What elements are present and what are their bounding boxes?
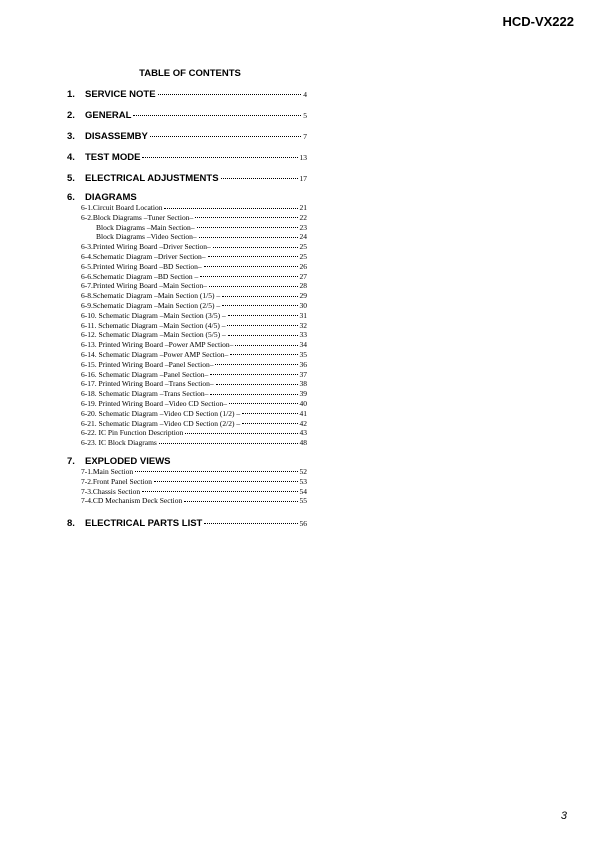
item-label: 6-17. Printed Wiring Board –Trans Section– — [81, 379, 214, 389]
item-label: 6-3.Printed Wiring Board –Driver Section– — [81, 242, 211, 252]
item-page: 23 — [299, 222, 307, 232]
item-page: 39 — [299, 389, 307, 399]
item-label: 6-5.Printed Wiring Board –BD Section– — [81, 261, 202, 271]
section-number: 4. — [67, 152, 75, 163]
item-label: 7-4.CD Mechanism Deck Section — [81, 496, 183, 506]
list-item[interactable] — [81, 428, 307, 438]
section-number: 5. — [67, 173, 75, 184]
leader-dots — [216, 384, 298, 385]
item-label: 6-10. Schematic Diagram –Main Section (3/5) – — [81, 310, 226, 320]
list-item[interactable] — [81, 438, 307, 448]
item-page: 32 — [299, 320, 307, 330]
leader-dots — [204, 266, 298, 267]
leader-dots — [227, 325, 297, 326]
item-label: 7-2.Front Panel Section — [81, 476, 153, 486]
item-page: 52 — [299, 466, 307, 476]
item-label: 6-16. Schematic Diagram –Panel Section– — [81, 369, 209, 379]
leader-dots — [142, 157, 297, 158]
item-label: 6-9.Schematic Diagram –Main Section (2/5) – — [81, 300, 221, 310]
section-title: DISASSEMBY — [85, 131, 148, 142]
leader-dots — [195, 217, 297, 218]
exploded-views-list — [81, 467, 307, 506]
leader-dots — [229, 403, 298, 404]
list-item[interactable] — [81, 272, 307, 282]
leader-dots — [208, 256, 298, 257]
leader-dots — [215, 364, 297, 365]
leader-dots — [197, 227, 298, 228]
leader-dots — [235, 345, 297, 346]
item-label: 6-19. Printed Wiring Board –Video CD Section– — [81, 398, 227, 408]
leader-dots — [158, 94, 302, 95]
leader-dots — [221, 178, 298, 179]
leader-dots — [133, 115, 301, 116]
toc-entry-exploded-views[interactable] — [67, 456, 307, 467]
item-label: 6-18. Schematic Diagram –Trans Section– — [81, 389, 209, 399]
leader-dots — [228, 335, 298, 336]
item-label: 6-14. Schematic Diagram –Power AMP Section– — [81, 349, 229, 359]
list-item[interactable] — [81, 291, 307, 301]
list-item[interactable] — [81, 242, 307, 252]
item-label: 7-1.Main Section — [81, 466, 134, 476]
leader-dots — [228, 315, 298, 316]
list-item[interactable] — [81, 232, 307, 242]
list-item[interactable] — [81, 301, 307, 311]
list-item[interactable] — [81, 467, 307, 477]
item-page: 33 — [299, 330, 307, 340]
item-page: 28 — [299, 281, 307, 291]
item-label: 6-1.Circuit Board Location — [81, 203, 163, 212]
leader-dots — [154, 481, 297, 482]
item-page: 22 — [299, 212, 307, 222]
leader-dots — [222, 296, 297, 297]
section-page: 17 — [299, 174, 307, 183]
section-number: 7. — [67, 455, 75, 467]
leader-dots — [200, 276, 297, 277]
list-item[interactable] — [81, 360, 307, 370]
list-item[interactable] — [81, 379, 307, 389]
item-page: 29 — [299, 291, 307, 301]
section-title: TEST MODE — [85, 152, 141, 163]
list-item[interactable] — [81, 281, 307, 291]
item-page: 25 — [299, 242, 307, 252]
item-label: Block Diagrams –Main Section– — [96, 222, 195, 232]
toc-entry-general[interactable] — [67, 110, 307, 121]
list-item[interactable] — [81, 409, 307, 419]
leader-dots — [209, 286, 297, 287]
section-title: ELECTRICAL ADJUSTMENTS — [85, 173, 219, 184]
list-item[interactable] — [81, 311, 307, 321]
section-number: 1. — [67, 89, 75, 100]
item-label: 6-15. Printed Wiring Board –Panel Section– — [81, 359, 214, 369]
leader-dots — [230, 354, 297, 355]
list-item[interactable] — [81, 487, 307, 497]
list-item[interactable] — [81, 370, 307, 380]
leader-dots — [210, 394, 297, 395]
item-page: 40 — [299, 398, 307, 408]
leader-dots — [199, 237, 298, 238]
section-title: DIAGRAMS — [85, 192, 137, 203]
model-number: HCD-VX222 — [502, 14, 574, 29]
leader-dots — [204, 523, 297, 524]
item-page: 37 — [299, 369, 307, 379]
toc-entry-electrical-adjustments[interactable] — [67, 173, 307, 184]
toc-entry-test-mode[interactable] — [67, 152, 307, 163]
leader-dots — [150, 136, 301, 137]
item-label: 6-11. Schematic Diagram –Main Section (4/5) – — [81, 320, 226, 330]
item-page: 54 — [299, 486, 307, 496]
item-label: 6-20. Schematic Diagram –Video CD Section (1/2) – — [81, 408, 241, 418]
item-label: 6-8.Schematic Diagram –Main Section (1/5) – — [81, 291, 221, 301]
item-label: 6-21. Schematic Diagram –Video CD Section (2/2) – — [81, 418, 241, 428]
toc-title: TABLE OF CONTENTS — [139, 68, 241, 79]
section-number: 3. — [67, 131, 75, 142]
leader-dots — [222, 305, 297, 306]
section-page: 13 — [299, 153, 307, 162]
list-item[interactable] — [81, 321, 307, 331]
leader-dots — [142, 491, 297, 492]
toc-entry-diagrams[interactable] — [67, 192, 307, 203]
item-page: 35 — [299, 349, 307, 359]
page-number: 3 — [560, 810, 567, 822]
section-page: 5 — [303, 111, 307, 120]
item-page: 34 — [299, 340, 307, 350]
list-item[interactable] — [81, 389, 307, 399]
item-page: 25 — [299, 251, 307, 261]
item-label: 6-7.Printed Wiring Board –Main Section– — [81, 281, 208, 291]
item-page: 21 — [299, 203, 307, 212]
toc-entry-electrical-parts-list[interactable] — [67, 518, 307, 529]
leader-dots — [185, 433, 297, 434]
item-label: 6-22. IC Pin Function Description — [81, 428, 184, 438]
item-page: 38 — [299, 379, 307, 389]
item-page: 26 — [299, 261, 307, 271]
item-page: 43 — [299, 428, 307, 438]
item-label: 7-3.Chassis Section — [81, 486, 141, 496]
item-page: 31 — [299, 310, 307, 320]
item-label: 6-2.Block Diagrams –Tuner Section– — [81, 212, 194, 222]
section-number: 2. — [67, 110, 75, 121]
item-page: 24 — [299, 232, 307, 242]
table-of-contents — [67, 68, 307, 529]
item-page: 42 — [299, 418, 307, 428]
list-item[interactable] — [81, 399, 307, 409]
item-page: 30 — [299, 300, 307, 310]
list-item[interactable] — [81, 203, 307, 213]
list-item[interactable] — [81, 330, 307, 340]
leader-dots — [213, 247, 298, 248]
item-label: 6-12. Schematic Diagram –Main Section (5/5) – — [81, 330, 226, 340]
item-label: 6-23. IC Block Diagrams — [81, 438, 157, 448]
list-item[interactable] — [81, 262, 307, 272]
list-item[interactable] — [81, 496, 307, 506]
list-item[interactable] — [81, 419, 307, 429]
item-page: 36 — [299, 359, 307, 369]
list-item[interactable] — [81, 223, 307, 233]
item-page: 55 — [299, 496, 307, 506]
toc-entry-disassemby[interactable] — [67, 131, 307, 142]
list-item[interactable] — [81, 477, 307, 487]
list-item[interactable] — [81, 252, 307, 262]
section-title: SERVICE NOTE — [85, 89, 156, 100]
list-item[interactable] — [81, 350, 307, 360]
item-label: Block Diagrams –Video Section– — [96, 232, 197, 242]
section-title: GENERAL — [85, 110, 132, 121]
leader-dots — [242, 423, 297, 424]
diagrams-list — [81, 203, 307, 448]
section-title: ELECTRICAL PARTS LIST — [85, 518, 203, 530]
leader-dots — [159, 443, 298, 444]
section-number: 6. — [67, 192, 75, 203]
item-page: 27 — [299, 271, 307, 281]
item-label: 6-4.Schematic Diagram –Driver Section– — [81, 251, 206, 261]
leader-dots — [242, 413, 297, 414]
toc-entry-service-note[interactable] — [67, 89, 307, 100]
leader-dots — [164, 208, 297, 209]
item-page: 53 — [299, 476, 307, 486]
section-page: 4 — [303, 90, 307, 99]
item-label: 6-6.Schematic Diagram –BD Section – — [81, 271, 199, 281]
section-page: 56 — [299, 519, 307, 529]
leader-dots — [184, 501, 297, 502]
leader-dots — [135, 471, 297, 472]
section-number: 8. — [67, 518, 75, 530]
section-title: EXPLODED VIEWS — [85, 455, 171, 467]
leader-dots — [210, 374, 297, 375]
list-item[interactable] — [81, 213, 307, 223]
item-page: 48 — [299, 438, 307, 448]
list-item[interactable] — [81, 340, 307, 350]
item-page: 41 — [299, 408, 307, 418]
item-label: 6-13. Printed Wiring Board –Power AMP Section– — [81, 340, 234, 350]
section-page: 7 — [303, 132, 307, 141]
